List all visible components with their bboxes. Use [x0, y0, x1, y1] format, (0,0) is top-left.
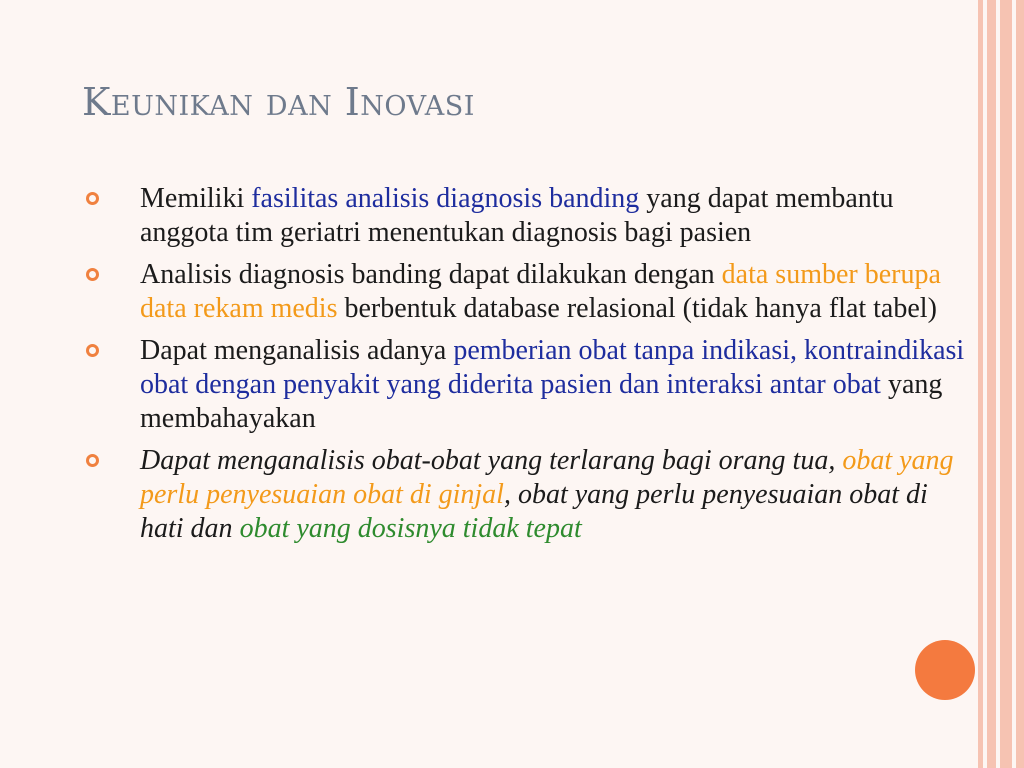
bullet-list: [86, 182, 966, 554]
bullet-circle-icon: [86, 454, 99, 467]
bullet-circle-icon: [86, 192, 99, 205]
bullet-text: , obat yang perlu penyesuaian obat di hati dan: [140, 479, 928, 544]
decorative-stripe: [1016, 0, 1024, 768]
decorative-circle: [915, 640, 975, 700]
bullet-item: [86, 444, 966, 546]
bullet-text: yang dapat membantu anggota tim geriatri menentukan diagnosis bagi pasien: [140, 183, 894, 248]
bullet-item: [86, 182, 966, 250]
highlight-text: fasilitas analisis diagnosis banding: [251, 183, 640, 214]
bullet-text: berbentuk database relasional (tidak hanya flat tabel): [337, 293, 937, 324]
decorative-stripe: [1000, 0, 1012, 768]
highlight-text: obat yang dosisnya tidak tepat: [239, 513, 582, 544]
decorative-stripe: [987, 0, 996, 768]
bullet-circle-icon: [86, 268, 99, 281]
highlight-text: data sumber berupa data rekam medis: [140, 259, 941, 324]
bullet-text: Memiliki: [140, 183, 252, 214]
bullet-circle-icon: [86, 344, 99, 357]
bullet-item: [86, 258, 966, 326]
bullet-text: Dapat menganalisis adanya: [140, 335, 454, 366]
slide-title: Keunikan dan Inovasi: [82, 80, 475, 124]
highlight-text: obat yang perlu penyesuaian obat di ginjal: [140, 445, 954, 510]
highlight-text: pemberian obat tanpa indikasi, kontraindikasi obat dengan penyakit yang diderita pasien dan interaksi antar obat: [140, 335, 965, 400]
bullet-item: [86, 334, 966, 436]
decorative-stripe: [978, 0, 983, 768]
bullet-text: Analisis diagnosis banding dapat dilakukan dengan: [140, 259, 722, 290]
bullet-text: yang membahayakan: [140, 369, 943, 434]
bullet-text: Dapat menganalisis obat-obat yang terlarang bagi orang tua,: [140, 445, 843, 476]
